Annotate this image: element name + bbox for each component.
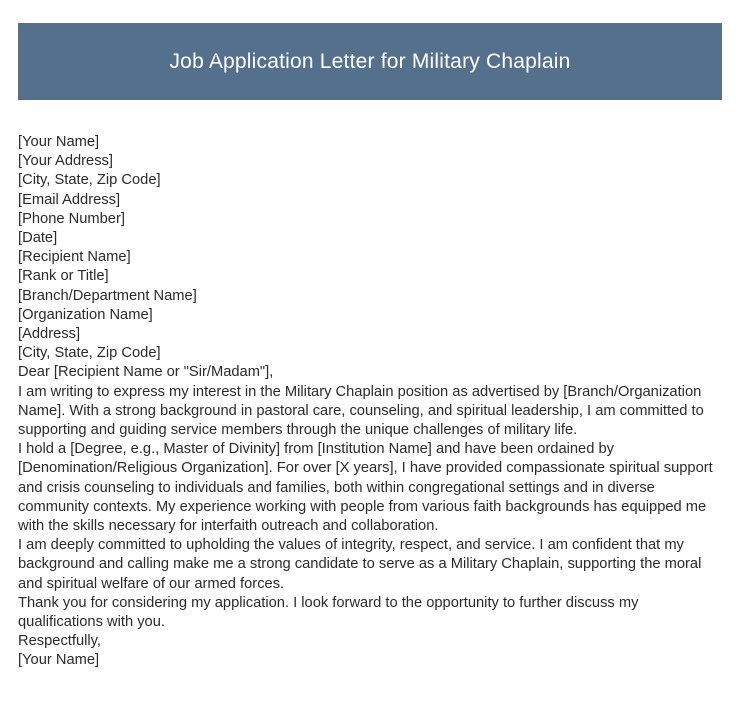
recipient-line: [Organization Name] — [18, 306, 153, 323]
letter-paragraph: I am deeply committed to upholding the values of integrity, respect, and service. I am confident that my background and calling make me a strong candidate to serve as a Military Chaplain, supporting the moral and spiritual welfare of our armed forces. — [18, 537, 702, 592]
recipient-line: [Branch/Department Name] — [18, 287, 197, 304]
sender-line: [Date] — [18, 230, 58, 247]
page-title: Job Application Letter for Military Chaplain — [169, 49, 571, 73]
sender-block — [18, 133, 718, 248]
sender-line: [City, State, Zip Code] — [18, 172, 161, 189]
signature: [Your Name] — [18, 652, 100, 669]
recipient-line: [City, State, Zip Code] — [18, 345, 161, 362]
salutation: Dear [Recipient Name or "Sir/Madam"], — [18, 364, 274, 381]
sender-line: [Your Name] — [18, 134, 100, 150]
sender-line: [Phone Number] — [18, 210, 125, 227]
recipient-line: [Rank or Title] — [18, 268, 109, 285]
letter-paragraph: I am writing to express my interest in the Military Chaplain position as advertised by [Branch/Organization Name]. With a strong background in pastoral care, counseling, and spiritual leadership, I am committed to supporting and guiding service members through the unique challenges of military life. — [18, 383, 704, 439]
letter-paragraph: I hold a [Degree, e.g., Master of Divinity] from [Institution Name] and have been ordained by [Denomination/Religious Organization]. For over [X years], I have provided compassionate spiritual support and crisis counseling to individuals and families, both within congregational settings and in diverse community contexts. My experience working with people from various faith backgrounds has equipped me with the skills necessary for interfaith outreach and collaboration. — [18, 441, 713, 535]
recipient-line: [Address] — [18, 326, 81, 343]
closing: Respectfully, — [18, 633, 101, 650]
document-header-band — [18, 23, 722, 100]
recipient-line: [Recipient Name] — [18, 249, 131, 266]
sender-line: [Email Address] — [18, 191, 121, 208]
letter-body — [18, 133, 718, 671]
sender-line: [Your Address] — [18, 153, 113, 170]
recipient-block — [18, 248, 718, 363]
letter-paragraph: Thank you for considering my application. I look forward to the opportunity to further discuss my qualifications with you. — [18, 594, 639, 631]
